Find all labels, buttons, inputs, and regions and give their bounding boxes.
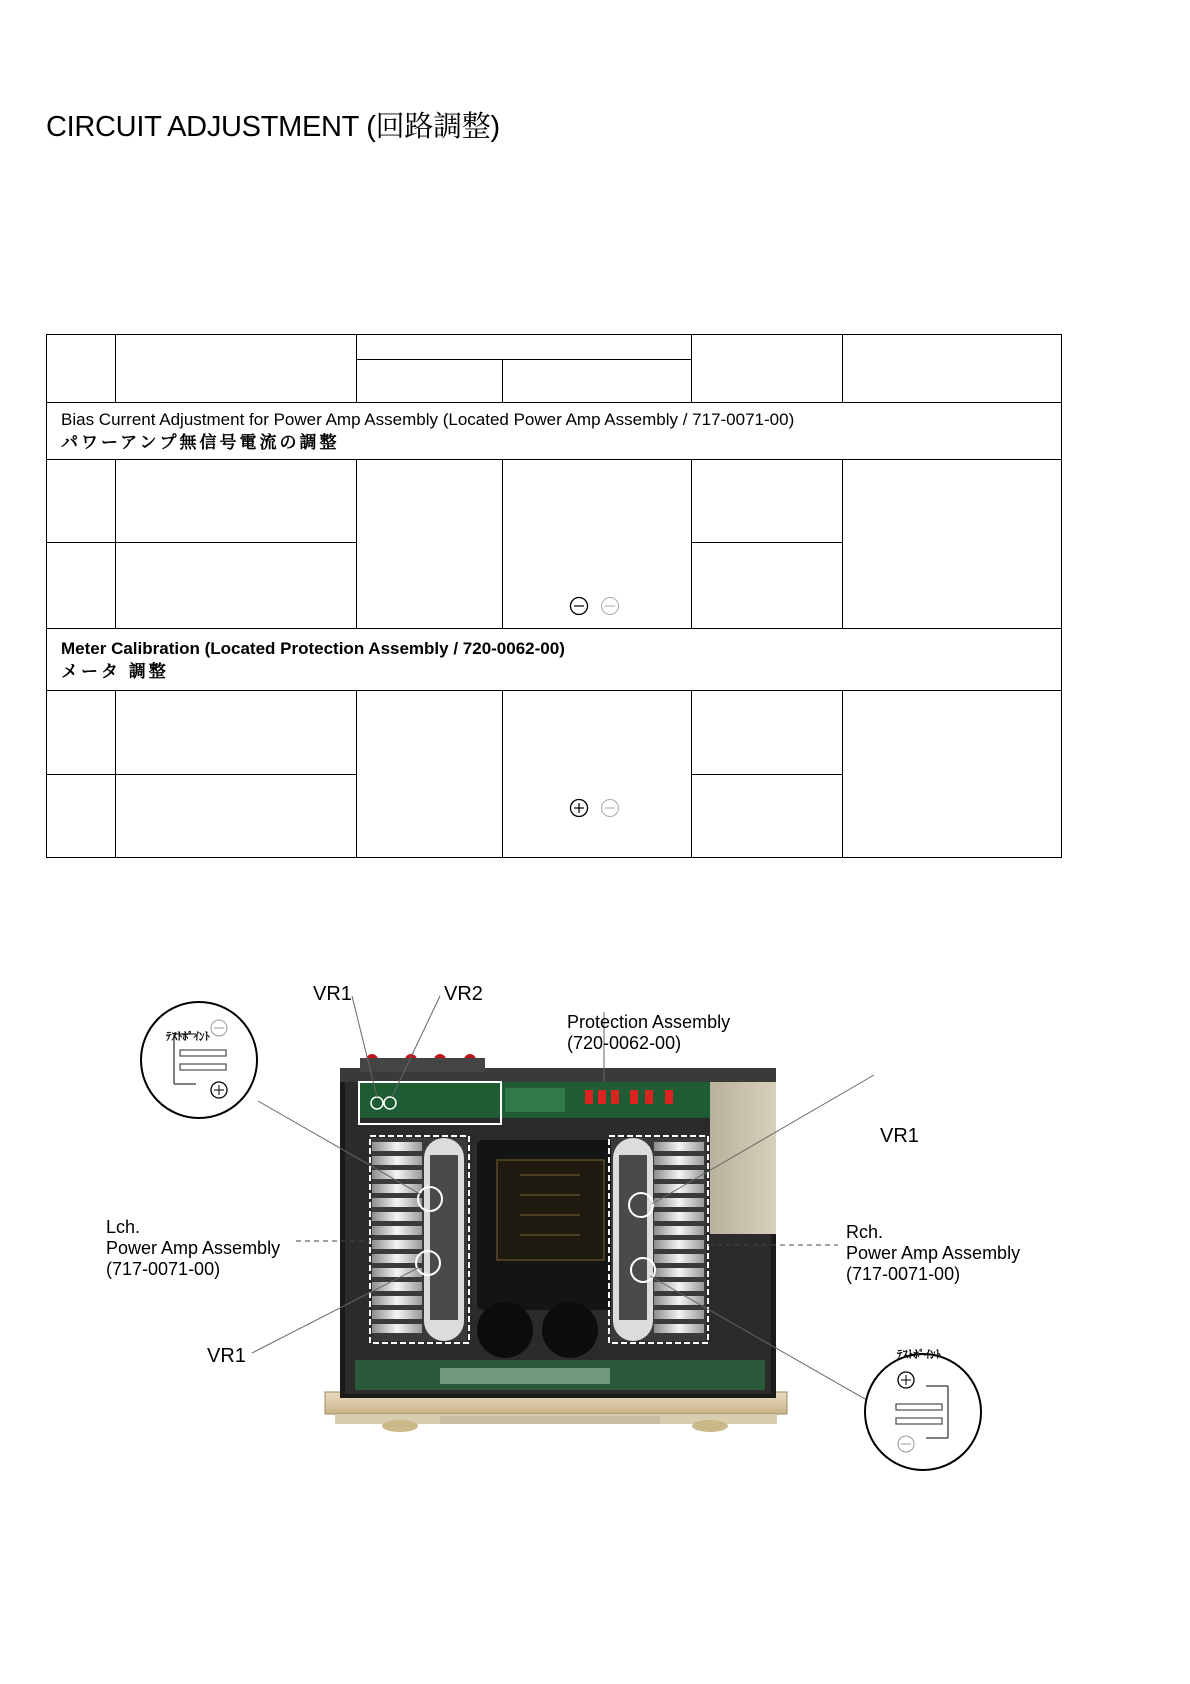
lch-assembly-part: (717-0071-00) — [106, 1259, 221, 1279]
section-title-bias — [61, 408, 794, 454]
heatsink-right — [611, 1138, 706, 1341]
lch-channel: Lch. — [106, 1217, 141, 1237]
rch-assembly-name: Power Amp Assembly — [846, 1243, 1021, 1263]
protection-assembly-label — [567, 1012, 730, 1054]
section-title-en: Bias Current Adjustment for Power Amp Assembly (Located Power Amp Assembly / 717-0071-00) — [61, 410, 795, 429]
protection-assembly-part: (720-0062-00) — [567, 1033, 682, 1053]
rch-channel: Rch. — [846, 1222, 884, 1242]
minus-icon — [571, 598, 588, 615]
section-title-ja: メータ 調整 — [61, 662, 169, 681]
plus-icon — [571, 800, 588, 817]
section-title-ja: パワーアンプ無信号電流の調整 — [61, 433, 340, 452]
vr1-label-bottom: VR1 — [207, 1345, 246, 1367]
section-title-meter — [61, 637, 565, 683]
vr1-label: VR1 — [313, 983, 352, 1005]
vr2-label: VR2 — [444, 983, 483, 1005]
lch-power-amp-label — [106, 1217, 280, 1280]
adjustment-table — [46, 334, 1062, 858]
minus-icon — [602, 598, 619, 615]
heatsink-left — [372, 1138, 467, 1341]
rch-assembly-part: (717-0071-00) — [846, 1264, 961, 1284]
test-point-icon-right — [865, 1354, 981, 1470]
test-point-label-right: ﾃｽﾄﾎﾟｲﾝﾄ — [897, 1349, 941, 1361]
minus-icon — [602, 800, 619, 817]
amplifier-figure — [0, 960, 1190, 1500]
test-point-label-left: ﾃｽﾄﾎﾟｲﾝﾄ — [166, 1031, 210, 1043]
test-point-icon-left — [141, 1002, 257, 1118]
page-title: CIRCUIT ADJUSTMENT (回路調整) — [46, 111, 500, 143]
rch-power-amp-label — [846, 1222, 1020, 1285]
section-title-en: Meter Calibration (Located Protection Assembly / 720-0062-00) — [61, 639, 565, 658]
protection-assembly-name: Protection Assembly — [567, 1012, 731, 1032]
lch-assembly-name: Power Amp Assembly — [106, 1238, 281, 1258]
vr1-label-right: VR1 — [880, 1125, 919, 1147]
